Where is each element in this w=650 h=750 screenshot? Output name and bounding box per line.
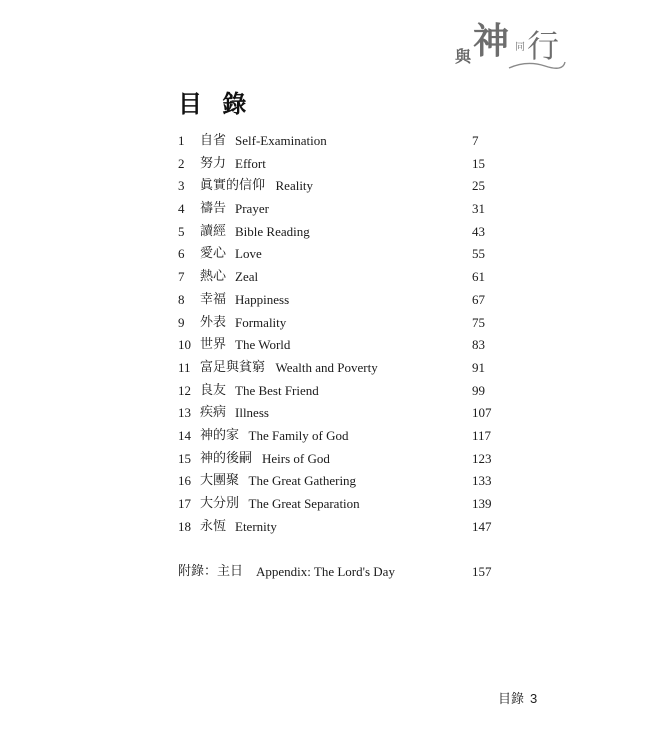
toc-entry-number: 14 [178, 427, 191, 443]
toc-entry-page-number: 123 [472, 450, 492, 466]
toc-entry-number: 18 [178, 518, 191, 534]
toc-entry-english-title: Love [235, 246, 262, 262]
toc-entry-page-number: 91 [472, 359, 485, 375]
toc-entry-page-number: 99 [472, 382, 485, 398]
toc-entry-number: 2 [178, 155, 185, 171]
toc-entry-page-number: 83 [472, 337, 485, 353]
toc-entry-number: 17 [178, 496, 191, 511]
toc-entry-page-number: 147 [472, 518, 492, 534]
toc-entry[interactable] [178, 357, 518, 380]
toc-entry[interactable] [178, 380, 518, 403]
logo-char-yu: 與 [455, 47, 472, 66]
toc-entry-english-title: Reality [275, 178, 314, 194]
toc-entry-number: 7 [178, 269, 185, 285]
toc-entry[interactable] [178, 493, 518, 516]
toc-entry-page-number: 55 [472, 246, 485, 262]
logo-char-shen: 神 [473, 21, 510, 62]
toc-entry-chinese-title: 幸福 [200, 291, 227, 307]
toc-entry[interactable] [178, 289, 518, 312]
appendix-page-number: 157 [472, 564, 492, 579]
toc-entry-chinese-title: 神的後嗣 [200, 450, 253, 466]
toc-entry-english-title: The Great Separation [248, 496, 360, 511]
logo-char-xing: 行 [527, 27, 560, 65]
toc-entry-english-title: Illness [235, 405, 269, 421]
toc-entry[interactable] [178, 312, 518, 335]
toc-entry-chinese-title: 禱告 [200, 201, 227, 217]
toc-entry[interactable] [178, 402, 518, 425]
book-title-logo [455, 21, 575, 80]
toc-entry-english-title: Formality [235, 314, 287, 330]
toc-entry-number: 6 [178, 246, 185, 262]
toc-entry-chinese-title: 眞實的信仰 [200, 178, 266, 194]
toc-entry-number: 9 [178, 314, 185, 330]
toc-entry-number: 16 [178, 473, 191, 489]
toc-entry-english-title: Self-Examination [235, 133, 327, 148]
toc-entry-chinese-title: 富足與貧窮 [200, 359, 266, 375]
page-footer [498, 688, 537, 707]
toc-entry[interactable] [178, 448, 518, 471]
toc-entry-english-title: The Family of God [248, 427, 349, 443]
toc-entry-chinese-title: 世界 [200, 337, 227, 353]
toc-entry-chinese-title: 外表 [200, 314, 227, 330]
toc-entry-english-title: Effort [235, 155, 266, 171]
toc-entry-page-number: 43 [472, 223, 485, 239]
toc-entry-page-number: 133 [472, 473, 492, 489]
toc-entry-chinese-title: 努力 [200, 155, 227, 171]
toc-entry-number: 12 [178, 382, 191, 398]
toc-entry-english-title: Eternity [235, 518, 277, 534]
toc-entry-number: 1 [178, 133, 185, 148]
toc-entry[interactable] [178, 334, 518, 357]
toc-entry-chinese-title: 良友 [200, 382, 227, 398]
toc-entry-chinese-title: 神的家 [200, 427, 240, 443]
toc-entry[interactable] [178, 516, 518, 539]
toc-entry[interactable] [178, 153, 518, 176]
toc-entry-page-number: 25 [472, 178, 485, 194]
toc-entry-number: 13 [178, 405, 191, 421]
toc-entry-number: 8 [178, 291, 185, 307]
toc-appendix-entry[interactable] [178, 561, 518, 583]
toc-entry-number: 4 [178, 201, 185, 217]
table-of-contents [178, 130, 518, 538]
toc-entry-number: 15 [178, 450, 191, 466]
toc-entry-number: 5 [178, 223, 185, 239]
appendix-chinese-title: 附錄：主日 [178, 564, 244, 579]
logo-swoosh-icon [507, 58, 567, 72]
toc-entry[interactable] [178, 130, 518, 153]
toc-entry-english-title: Wealth and Poverty [275, 359, 378, 375]
toc-entry-page-number: 67 [472, 291, 485, 307]
toc-entry[interactable] [178, 175, 518, 198]
toc-entry-chinese-title: 愛心 [200, 246, 227, 262]
logo-char-tong: 同 [515, 42, 525, 53]
toc-entry[interactable] [178, 425, 518, 448]
toc-entry-page-number: 31 [472, 201, 485, 217]
toc-entry[interactable] [178, 198, 518, 221]
footer-page-number: 3 [530, 691, 538, 706]
toc-entry-page-number: 7 [472, 133, 479, 148]
toc-entry-page-number: 61 [472, 269, 485, 285]
toc-entry-english-title: The Best Friend [235, 382, 319, 398]
appendix-english-title: Appendix: The Lord's Day [256, 564, 395, 579]
toc-entry-english-title: Happiness [235, 291, 290, 307]
toc-entry[interactable] [178, 266, 518, 289]
toc-entry-number: 3 [178, 178, 185, 194]
toc-entry[interactable] [178, 243, 518, 266]
toc-entry-english-title: Zeal [235, 269, 259, 285]
toc-entry-english-title: Heirs of God [262, 450, 330, 466]
toc-entry-english-title: Bible Reading [235, 223, 310, 239]
toc-entry-page-number: 107 [472, 405, 492, 421]
toc-entry-english-title: The World [235, 337, 291, 353]
toc-entry-page-number: 117 [472, 427, 492, 443]
toc-entry-chinese-title: 永恆 [200, 518, 227, 534]
toc-entry-page-number: 75 [472, 314, 485, 330]
toc-entry-number: 10 [178, 337, 191, 353]
toc-entry[interactable] [178, 470, 518, 493]
toc-entry-number: 11 [178, 359, 191, 375]
toc-entry-english-title: The Great Gathering [248, 473, 357, 489]
toc-entry-chinese-title: 疾病 [200, 405, 227, 421]
toc-entry-chinese-title: 大分別 [200, 496, 240, 511]
toc-entry-chinese-title: 讀經 [200, 223, 227, 239]
toc-entry-english-title: Prayer [235, 201, 269, 217]
page-title: 目 錄 [178, 89, 253, 118]
toc-entry-chinese-title: 大團聚 [200, 473, 240, 489]
toc-entry-chinese-title: 自省 [200, 133, 227, 148]
toc-entry[interactable] [178, 221, 518, 244]
toc-entry-page-number: 15 [472, 155, 485, 171]
toc-entry-chinese-title: 熱心 [200, 269, 227, 285]
toc-entry-page-number: 139 [472, 496, 492, 511]
footer-section-label: 目錄 [498, 692, 525, 707]
